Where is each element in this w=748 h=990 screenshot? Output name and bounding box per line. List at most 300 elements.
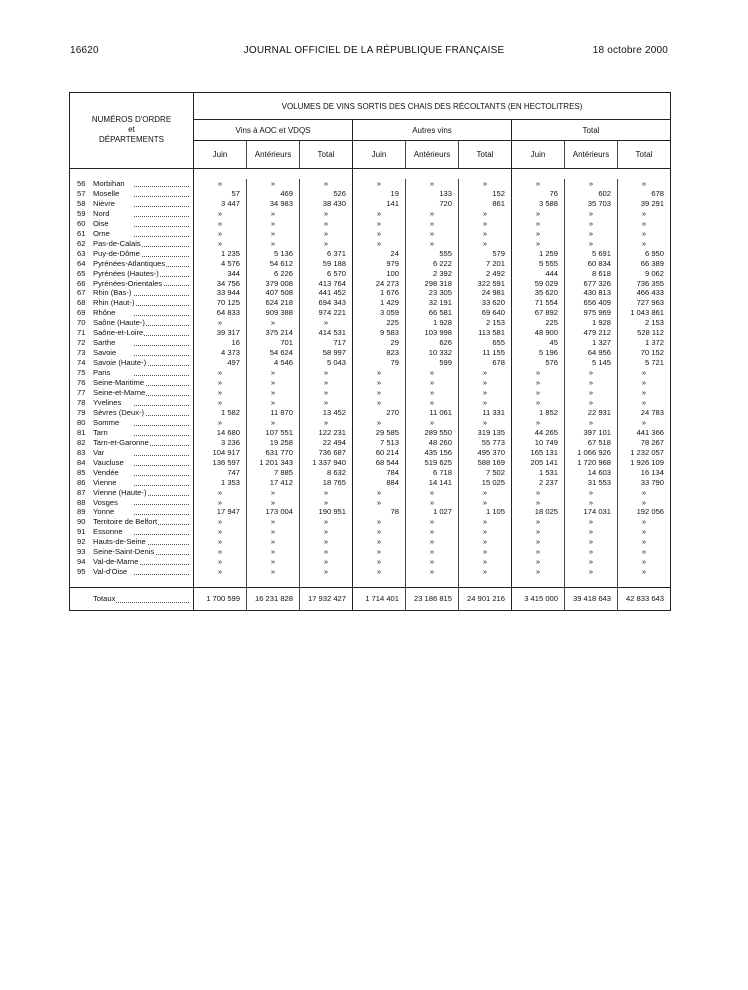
value-cell: 45 <box>512 338 565 348</box>
value-cell: 720 <box>406 199 459 209</box>
value-cell: 70 152 <box>640 348 665 358</box>
department-name: Savoie (Haute-) <box>93 358 147 368</box>
value-cell: 5 043 <box>300 358 353 368</box>
value-cell: » <box>247 418 300 428</box>
value-cell: » <box>641 228 647 238</box>
value-cell: » <box>565 488 618 498</box>
value-cell: 1 852 <box>512 408 565 418</box>
value-cell: 136 597 <box>194 458 247 468</box>
department-name: Somme <box>93 417 120 427</box>
department-name: Moselle <box>93 188 120 198</box>
total-value-cell: 23 186 815 <box>406 588 459 611</box>
value-cell: 414 531 <box>300 328 353 338</box>
department-name: Seine-Maritime <box>93 378 145 388</box>
department-cell <box>70 338 194 348</box>
wine-volumes-table <box>69 92 671 611</box>
value-cell: 4 546 <box>247 358 300 368</box>
value-cell: 24 783 <box>640 407 665 417</box>
value-cell: » <box>512 209 565 219</box>
value-cell: » <box>194 318 247 328</box>
column-header: Antérieurs <box>247 141 300 169</box>
value-cell: 656 409 <box>565 298 618 308</box>
value-cell: 16 <box>194 338 247 348</box>
department-number: 88 <box>77 497 86 507</box>
value-cell: 165 131 <box>512 448 565 458</box>
value-cell: 626 <box>406 338 459 348</box>
value-cell: 1 232 057 <box>630 447 665 457</box>
department-cell <box>70 318 194 328</box>
value-cell: 67 518 <box>565 438 618 448</box>
value-cell: 678 <box>651 188 665 198</box>
table-row <box>70 239 671 249</box>
value-cell: 14 603 <box>565 468 618 478</box>
value-cell: 441 452 <box>300 288 353 298</box>
value-cell: 225 <box>353 318 406 328</box>
value-cell: » <box>194 527 247 537</box>
column-header: Total <box>459 141 512 169</box>
value-cell: » <box>247 498 300 508</box>
value-cell: 192 056 <box>636 507 665 517</box>
value-cell: 113 581 <box>459 328 512 338</box>
value-cell: » <box>459 567 512 577</box>
value-cell: » <box>512 527 565 537</box>
value-cell: 22 931 <box>565 408 618 418</box>
value-cell: » <box>300 398 353 408</box>
department-number: 56 <box>77 179 86 188</box>
value-cell: 6 950 <box>645 248 665 258</box>
value-cell: » <box>406 388 459 398</box>
value-cell: 32 191 <box>406 298 459 308</box>
value-cell: 823 <box>353 348 406 358</box>
value-cell: » <box>459 488 512 498</box>
column-header: Juin <box>194 141 247 169</box>
group-header: Autres vins <box>353 120 512 141</box>
value-cell: » <box>194 547 247 557</box>
value-cell: 58 997 <box>300 348 353 358</box>
value-cell: 555 <box>406 249 459 259</box>
value-cell: » <box>353 498 406 508</box>
department-name: Vaucluse <box>93 457 124 467</box>
value-cell: » <box>459 368 512 378</box>
value-cell: » <box>353 229 406 239</box>
value-cell: » <box>641 397 647 407</box>
value-cell: 2 237 <box>512 478 565 488</box>
department-cell <box>70 288 194 298</box>
value-cell: 66 581 <box>406 308 459 318</box>
value-cell: » <box>353 209 406 219</box>
value-cell: » <box>300 219 353 229</box>
value-cell: 9 062 <box>645 268 665 278</box>
value-cell: 298 318 <box>406 279 459 289</box>
department-cell <box>70 259 194 269</box>
value-cell: » <box>406 219 459 229</box>
value-cell: » <box>353 398 406 408</box>
department-number: 66 <box>77 278 86 288</box>
department-name: Seine-Saint-Denis <box>93 547 155 557</box>
value-cell: 54 612 <box>247 259 300 269</box>
value-cell: » <box>406 547 459 557</box>
value-cell: 2 392 <box>406 269 459 279</box>
value-cell: 747 <box>194 468 247 478</box>
department-number: 79 <box>77 407 86 417</box>
department-name: Yonne <box>93 507 115 517</box>
value-cell: » <box>194 488 247 498</box>
spacer-cell <box>70 169 194 180</box>
department-number: 62 <box>77 238 86 248</box>
value-cell: » <box>194 517 247 527</box>
department-name: Nièvre <box>93 198 115 208</box>
value-cell: » <box>247 488 300 498</box>
value-cell: » <box>459 547 512 557</box>
value-cell: 103 998 <box>406 328 459 338</box>
total-value-cell: 3 415 000 <box>512 588 565 611</box>
value-cell: 717 <box>300 338 353 348</box>
value-cell: » <box>247 219 300 229</box>
value-cell: » <box>194 398 247 408</box>
value-cell: 71 554 <box>512 298 565 308</box>
department-name: Tarn-et-Garonne <box>93 437 149 447</box>
value-cell: » <box>459 229 512 239</box>
value-cell: 677 326 <box>565 279 618 289</box>
value-cell: » <box>565 388 618 398</box>
department-number: 89 <box>77 507 86 517</box>
total-value-cell: 39 418 643 <box>565 588 618 611</box>
table-row <box>70 418 671 428</box>
value-cell: 14 680 <box>194 428 247 438</box>
value-cell: 5 145 <box>565 358 618 368</box>
numeros-header-line3: DÉPARTEMENTS <box>98 135 165 144</box>
department-name: Oise <box>93 218 109 228</box>
value-cell: » <box>565 557 618 567</box>
value-cell: 289 550 <box>406 428 459 438</box>
value-cell: 344 <box>194 269 247 279</box>
department-number: 70 <box>77 318 86 328</box>
value-cell: 11 155 <box>459 348 512 358</box>
department-number: 78 <box>77 397 86 407</box>
value-cell: » <box>512 498 565 508</box>
value-cell: 397 101 <box>565 428 618 438</box>
value-cell: » <box>459 219 512 229</box>
value-cell: » <box>247 239 300 249</box>
value-cell: 1 105 <box>459 507 512 517</box>
value-cell: 48 260 <box>406 438 459 448</box>
value-cell: 1 372 <box>645 338 665 348</box>
value-cell: » <box>247 209 300 219</box>
department-name: Territoire de Belfort <box>93 517 158 527</box>
value-cell: » <box>300 368 353 378</box>
value-cell: » <box>406 239 459 249</box>
value-cell: » <box>565 527 618 537</box>
value-cell: 1 926 109 <box>630 457 665 467</box>
value-cell: » <box>194 229 247 239</box>
value-cell: 407 508 <box>247 288 300 298</box>
value-cell: 8 618 <box>565 269 618 279</box>
group-header: Vins à AOC et VDQS <box>194 120 353 141</box>
department-name: Val-de-Marne <box>93 557 139 567</box>
value-cell: » <box>300 318 353 328</box>
table-row <box>70 279 671 289</box>
value-cell: » <box>353 388 406 398</box>
value-cell: 64 833 <box>194 308 247 318</box>
table-row <box>70 527 671 537</box>
table-row <box>70 547 671 557</box>
department-number: 59 <box>77 208 86 218</box>
table-row <box>70 428 671 438</box>
page-number: 16620 <box>70 45 99 56</box>
department-cell <box>70 249 194 259</box>
value-cell: » <box>641 487 647 497</box>
department-number: 67 <box>77 288 86 298</box>
value-cell: 29 585 <box>353 428 406 438</box>
value-cell: 7 885 <box>247 468 300 478</box>
value-cell: » <box>300 209 353 219</box>
department-number: 73 <box>77 348 86 358</box>
value-cell: 2 153 <box>645 318 665 328</box>
department-number: 58 <box>77 198 86 208</box>
value-cell: » <box>406 179 459 189</box>
value-cell: 173 004 <box>247 507 300 517</box>
department-name: Yvelines <box>93 397 122 407</box>
department-cell <box>70 358 194 368</box>
value-cell: 1 531 <box>512 468 565 478</box>
value-cell: » <box>565 239 618 249</box>
department-name: Vosges <box>93 497 118 507</box>
value-cell: 14 141 <box>406 478 459 488</box>
value-cell: 5 691 <box>565 249 618 259</box>
value-cell: » <box>353 517 406 527</box>
value-cell: » <box>300 388 353 398</box>
value-cell: » <box>512 398 565 408</box>
value-cell: 784 <box>353 468 406 478</box>
table-row <box>70 468 671 478</box>
value-cell: 38 430 <box>300 199 353 209</box>
value-cell: 31 553 <box>565 478 618 488</box>
table-row <box>70 517 671 527</box>
value-cell: 1 259 <box>512 249 565 259</box>
value-cell: » <box>300 557 353 567</box>
table-row <box>70 229 671 239</box>
totals-row <box>70 588 671 611</box>
value-cell: » <box>641 179 647 188</box>
department-cell <box>70 527 194 537</box>
department-number: 63 <box>77 248 86 258</box>
value-cell: » <box>353 547 406 557</box>
value-cell: » <box>565 229 618 239</box>
value-cell: » <box>641 208 647 218</box>
value-cell: » <box>512 547 565 557</box>
value-cell: 624 218 <box>247 298 300 308</box>
department-cell <box>70 428 194 438</box>
journal-title: JOURNAL OFFICIEL DE LA RÉPUBLIQUE FRANÇAISE <box>243 45 505 56</box>
value-cell: » <box>247 547 300 557</box>
value-cell: 469 <box>247 189 300 199</box>
department-cell <box>70 189 194 199</box>
value-cell: » <box>459 209 512 219</box>
value-cell: 3 059 <box>353 308 406 318</box>
department-number: 75 <box>77 368 86 378</box>
value-cell: 5 555 <box>512 259 565 269</box>
table-row <box>70 398 671 408</box>
department-number: 84 <box>77 457 86 467</box>
value-cell: » <box>300 527 353 537</box>
value-cell: » <box>565 547 618 557</box>
table-row <box>70 219 671 229</box>
value-cell: 18 765 <box>300 478 353 488</box>
value-cell: » <box>194 418 247 428</box>
value-cell: » <box>459 527 512 537</box>
value-cell: » <box>300 567 353 577</box>
department-number: 57 <box>77 188 86 198</box>
value-cell: » <box>247 378 300 388</box>
department-number: 81 <box>77 427 86 437</box>
department-name: Pas-de-Calais <box>93 238 141 248</box>
value-cell: 35 620 <box>512 288 565 298</box>
department-number: 74 <box>77 358 86 368</box>
totals-label-cell <box>70 588 194 611</box>
value-cell: 70 125 <box>194 298 247 308</box>
department-cell <box>70 398 194 408</box>
table-row <box>70 269 671 279</box>
department-number: 76 <box>77 378 86 388</box>
value-cell: 576 <box>512 358 565 368</box>
value-cell: » <box>512 537 565 547</box>
table-row <box>70 537 671 547</box>
department-cell <box>70 209 194 219</box>
value-cell: 7 513 <box>353 438 406 448</box>
value-cell: 701 <box>247 338 300 348</box>
department-cell <box>70 418 194 428</box>
value-cell: » <box>353 418 406 428</box>
value-cell: 59 029 <box>512 279 565 289</box>
numeros-header <box>70 93 194 169</box>
department-number: 77 <box>77 388 86 398</box>
total-value-cell: 16 231 828 <box>247 588 300 611</box>
table-row <box>70 328 671 338</box>
value-cell: 15 025 <box>459 478 512 488</box>
value-cell: » <box>459 388 512 398</box>
department-cell <box>70 448 194 458</box>
value-cell: » <box>406 418 459 428</box>
value-cell: » <box>406 567 459 577</box>
department-cell <box>70 328 194 338</box>
value-cell: » <box>512 229 565 239</box>
value-cell: » <box>459 378 512 388</box>
value-cell: 190 951 <box>300 507 353 517</box>
column-header: Antérieurs <box>406 141 459 169</box>
value-cell: 694 343 <box>300 298 353 308</box>
table-row <box>70 388 671 398</box>
table-row <box>70 448 671 458</box>
department-number: 61 <box>77 228 86 238</box>
table-row <box>70 259 671 269</box>
value-cell: » <box>406 398 459 408</box>
column-header: Juin <box>512 141 565 169</box>
value-cell: » <box>459 179 512 189</box>
value-cell: » <box>247 398 300 408</box>
value-cell: 22 494 <box>300 438 353 448</box>
department-name: Morbihan <box>93 179 125 188</box>
value-cell: 435 156 <box>406 448 459 458</box>
value-cell: 152 <box>459 189 512 199</box>
value-cell: 79 <box>353 358 406 368</box>
department-number: 72 <box>77 338 86 348</box>
column-header: Antérieurs <box>565 141 618 169</box>
department-cell <box>70 498 194 508</box>
value-cell: » <box>641 417 647 427</box>
value-cell: » <box>194 557 247 567</box>
value-cell: » <box>512 488 565 498</box>
value-cell: » <box>406 498 459 508</box>
value-cell: 10 332 <box>406 348 459 358</box>
value-cell: 519 625 <box>406 458 459 468</box>
department-cell <box>70 308 194 318</box>
value-cell: 174 031 <box>565 507 618 517</box>
value-cell: 655 <box>459 338 512 348</box>
value-cell: 1 337 940 <box>300 458 353 468</box>
value-cell: 909 388 <box>247 308 300 318</box>
department-cell <box>70 348 194 358</box>
value-cell: » <box>406 537 459 547</box>
value-cell: 736 355 <box>636 278 665 288</box>
value-cell: 29 <box>353 338 406 348</box>
value-cell: 2 492 <box>459 269 512 279</box>
value-cell: » <box>406 378 459 388</box>
department-name: Vienne <box>93 477 117 487</box>
column-header: Total <box>618 141 671 169</box>
value-cell: » <box>247 229 300 239</box>
value-cell: 44 265 <box>512 428 565 438</box>
value-cell: 444 <box>512 269 565 279</box>
value-cell: » <box>247 537 300 547</box>
issue-date: 18 octobre 2000 <box>592 45 668 56</box>
value-cell: » <box>512 418 565 428</box>
department-number: 83 <box>77 447 86 457</box>
value-cell: » <box>512 219 565 229</box>
value-cell: 141 <box>353 199 406 209</box>
department-number: 95 <box>77 567 86 577</box>
value-cell: » <box>565 398 618 408</box>
department-cell <box>70 458 194 468</box>
value-cell: 4 576 <box>194 259 247 269</box>
value-cell: » <box>353 527 406 537</box>
value-cell: 631 770 <box>247 448 300 458</box>
table-row <box>70 408 671 418</box>
value-cell: 441 366 <box>636 427 665 437</box>
department-cell <box>70 229 194 239</box>
value-cell: » <box>512 179 565 189</box>
table-row <box>70 557 671 567</box>
value-cell: 1 235 <box>194 249 247 259</box>
value-cell: 975 969 <box>565 308 618 318</box>
department-cell <box>70 199 194 209</box>
value-cell: 24 <box>353 249 406 259</box>
value-cell: 1 429 <box>353 298 406 308</box>
value-cell: 3 588 <box>512 199 565 209</box>
value-cell: » <box>512 378 565 388</box>
value-cell: » <box>247 527 300 537</box>
value-cell: 10 749 <box>512 438 565 448</box>
value-cell: 19 <box>353 189 406 199</box>
table-row <box>70 298 671 308</box>
value-cell: » <box>406 557 459 567</box>
value-cell: 57 <box>194 189 247 199</box>
value-cell: 319 135 <box>459 428 512 438</box>
value-cell: 1 327 <box>565 338 618 348</box>
total-value-cell: 42 833 643 <box>618 588 671 611</box>
value-cell: 78 <box>353 507 406 517</box>
department-name: Var <box>93 447 105 457</box>
value-cell: 6 222 <box>406 259 459 269</box>
